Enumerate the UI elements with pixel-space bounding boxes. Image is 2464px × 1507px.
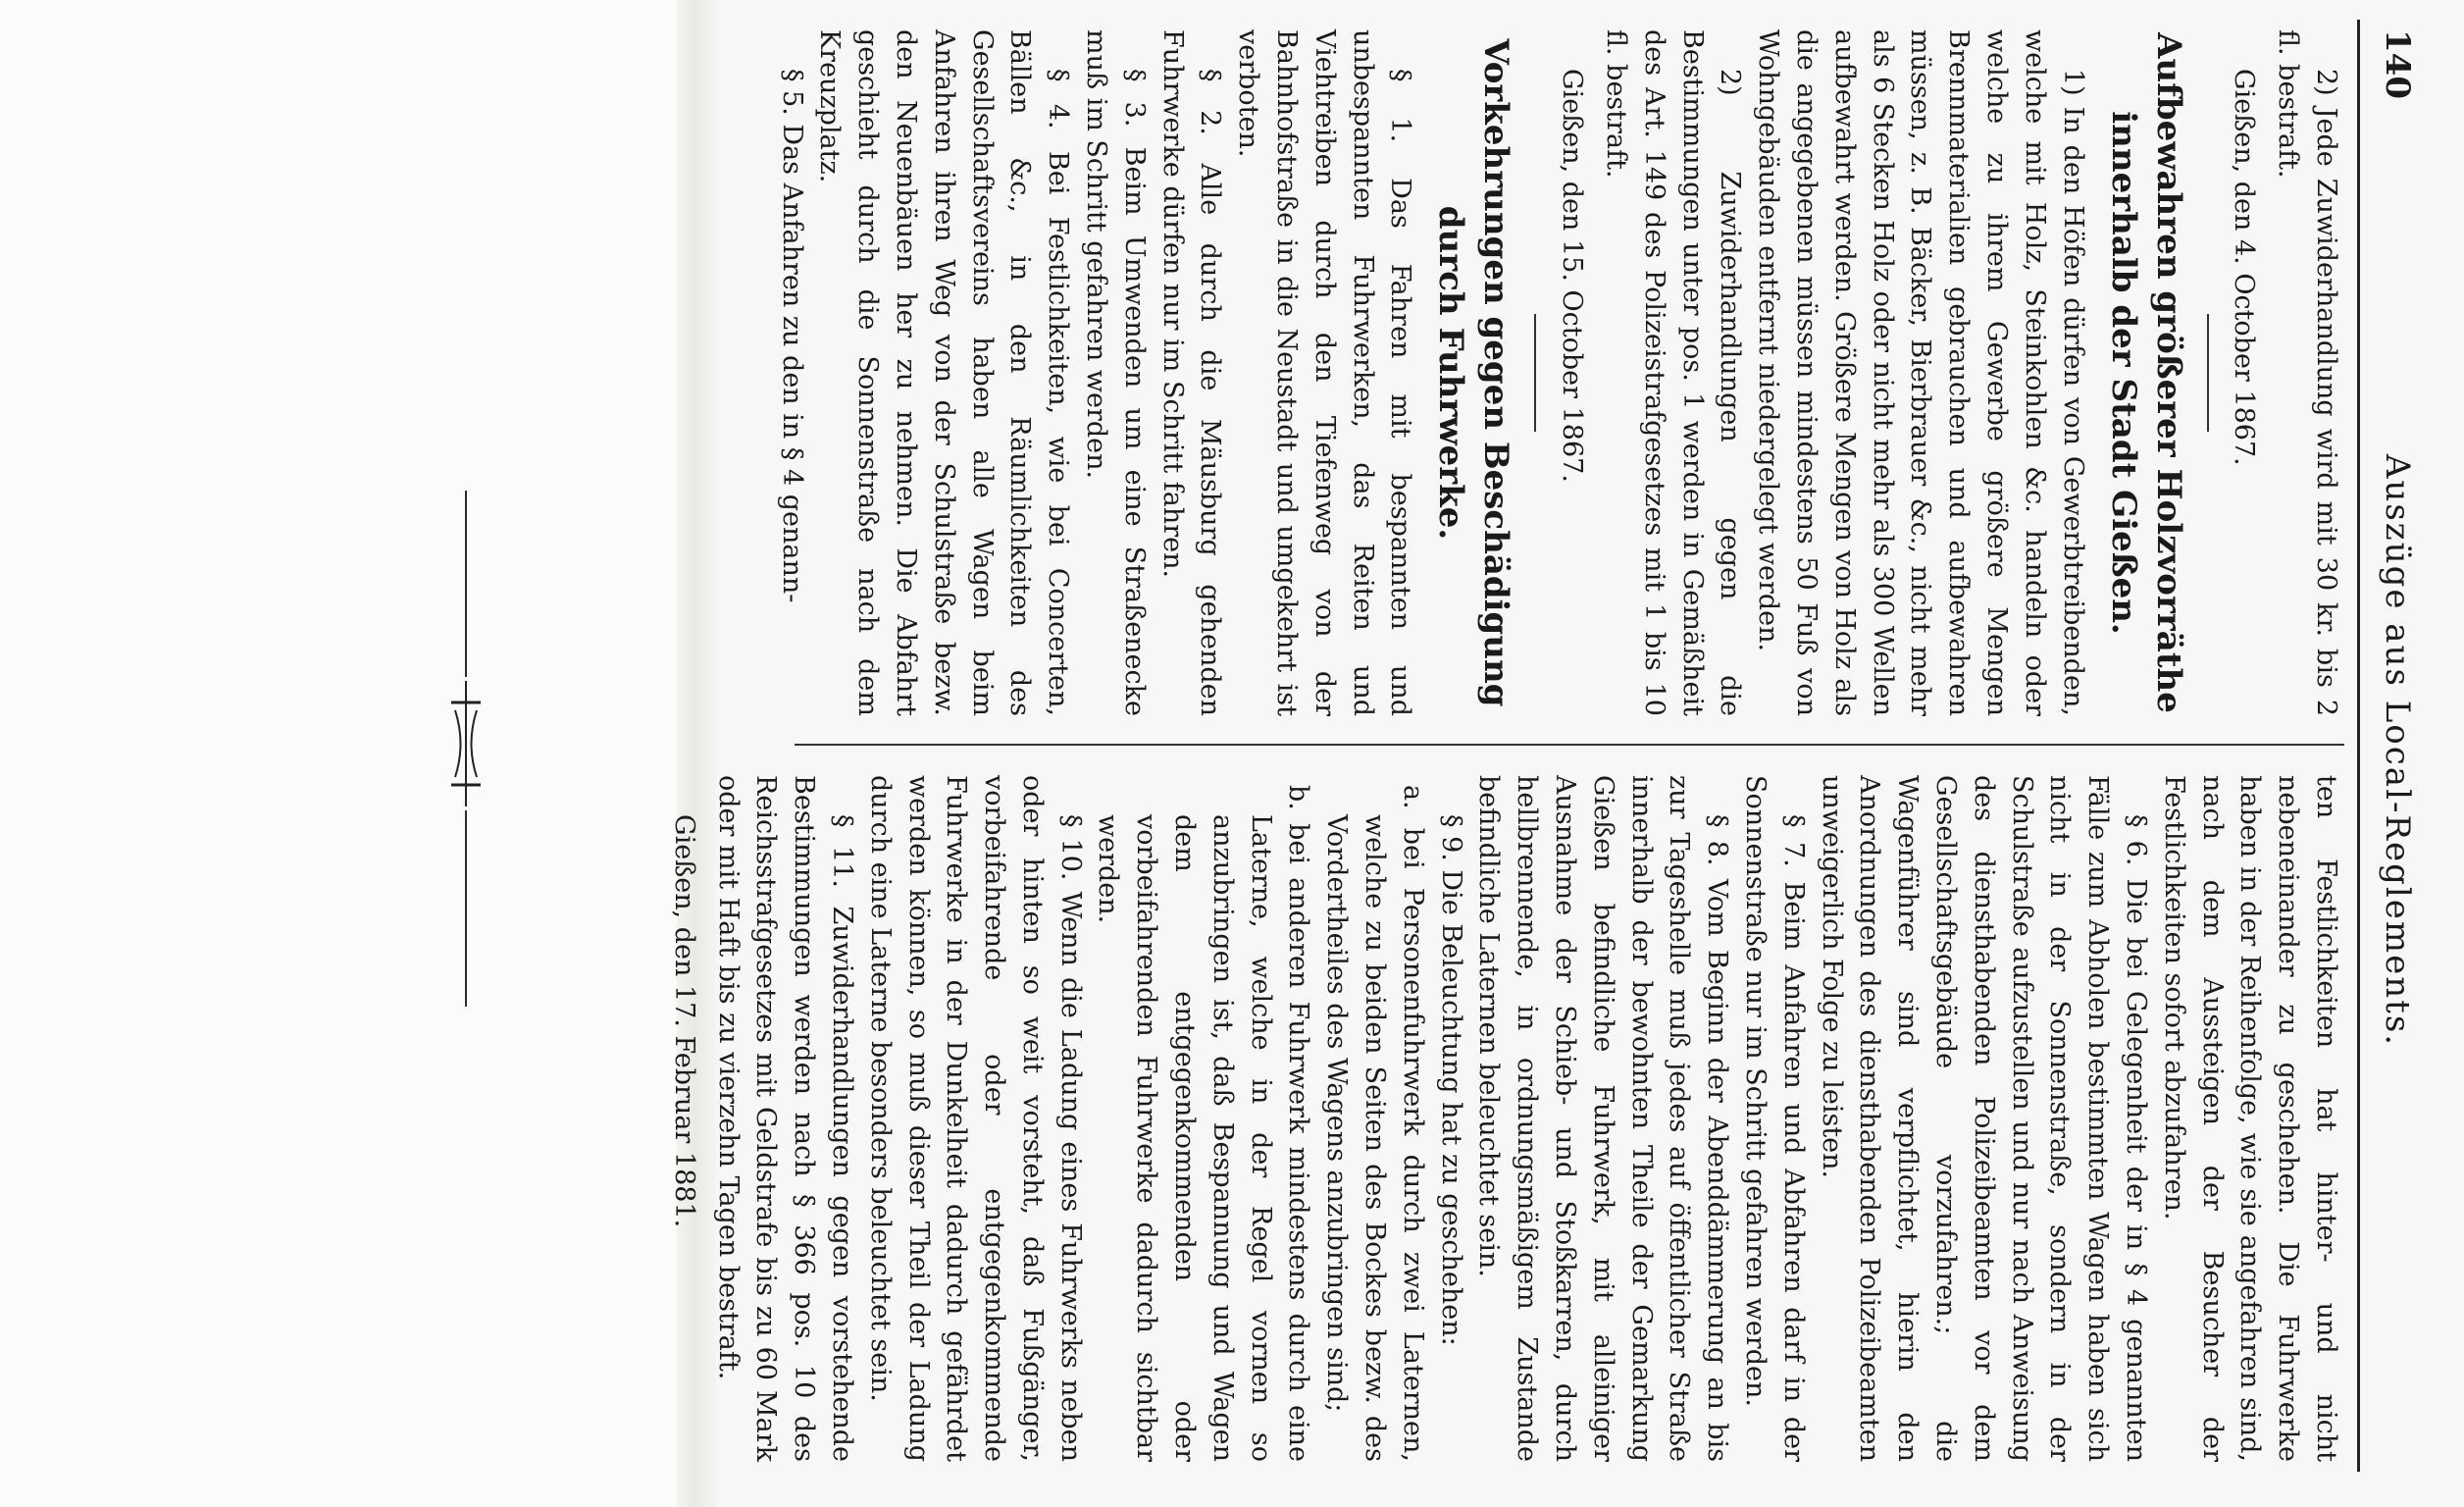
- facing-blank-page: [0, 0, 687, 1507]
- right-column: [664, 775, 2344, 1462]
- intro-signature: Gießen, den 4. October 1867.: [2229, 69, 2260, 466]
- running-header: [2364, 29, 2423, 1472]
- section-signature: Gießen, den 17. Februar 1881.: [668, 814, 699, 1228]
- paragraph: § 5. Das Anfahren zu den in § 4 genann-: [776, 69, 807, 603]
- ornament-icon: [443, 681, 488, 806]
- header-rule: [2357, 20, 2360, 1472]
- paragraph: § 9. Die Beleuchtung hat zu geschehen:: [1435, 814, 1466, 1346]
- list-item: a. bei Personenfuhrwerk durch zwei Laternen, welche zu beiden Seiten des Bockes bezw. des Vordertheiles des Wagens anzubringen sind;: [1321, 785, 1428, 1462]
- paragraph: § 11. Zuwiderhandlungen gegen vorstehende Bestimmungen werden nach § 366 pos. 10 des Reichsstrafgesetzes mit Geldstrafe bis zu 60 Mark oder mit Haft bis zu vierzehn Tagen bestraft.: [712, 775, 857, 1462]
- rotated-text-page: [668, 0, 2442, 1507]
- running-title: Auszüge aus Local-Reglements.: [2378, 453, 2417, 1048]
- section-divider: [1534, 314, 1536, 432]
- section-heading-holzvorraethe: Aufbewahren größerer Holzvorräthe innerhalb der Stadt Gießen.: [2103, 32, 2188, 713]
- left-column: [772, 29, 2344, 716]
- paragraph: § 2. Alle durch die Mäusburg gehenden Fuhrwerke dürfen nur im Schritt fahren.: [1156, 29, 1226, 716]
- intro-penalty: 2) Jede Zuwiderhandlung wird mit 30 kr. bis 2 fl. bestraft.: [2273, 29, 2341, 716]
- list-item: b. bei anderen Fuhrwerk mindestens durch eine Laterne, welche in der Regel vornen so anzubringen ist, daß Bespannung und Wagen dem entgegenkommenden oder vorbeifahrenden Fuhrwerke dadurch sichtbar werden.: [1093, 785, 1314, 1462]
- paragraph: 2) Zuwiderhandlungen gegen die Bestimmungen unter pos. 1 werden in Gemäßheit des Art. 149 des Polizeistrafgesetzes mit 1 bis 10 fl. bestraft.: [1601, 29, 1746, 716]
- decorative-rule-top: [465, 491, 467, 677]
- paragraph: ten Festlichkeiten hat hinter- und nicht nebeneinander zu geschehen. Die Fuhrwerke haben in der Reihenfolge, wie sie angefahren sind, nach dem Aussteigen der Besucher der Festlichkeiten sofort abzufahren.: [2158, 775, 2341, 1462]
- paragraph: § 10. Wenn die Ladung eines Fuhrwerks neben oder hinten so weit vorsteht, daß Fußgänger, vorbeifahrende oder entgegenkommende Fuhrwerke in der Dunkelheit dadurch gefährdet werden können, so muß dieser Theil der Ladung durch eine Laterne besonders beleuchtet sein.: [864, 775, 1086, 1462]
- paragraph: § 3. Beim Umwenden um eine Straßenecke muß im Schritt gefahren werden.: [1081, 29, 1150, 716]
- paragraph: § 4. Bei Festlichkeiten, wie bei Concerten, Bällen &c., in den Räumlichkeiten des Gesellschaftsvereins haben alle Wagen beim Anfahren ihren Weg von der Schulstraße bezw. den Neuenbäuen her zu nehmen. Die Abfahrt geschieht durch die Sonnenstraße nach dem Kreuzplatz.: [814, 29, 1074, 716]
- decorative-rule-bottom: [465, 810, 467, 1007]
- section-heading-fuhrwerke: Vorkehrungen gegen Beschädigung durch Fuhrwerke.: [1431, 38, 1516, 707]
- section-divider: [2207, 314, 2209, 432]
- paragraph: § 7. Beim Anfahren und Abfahren darf in der Sonnenstraße nur im Schritt gefahren werden.: [1740, 775, 1809, 1462]
- paragraph: § 6. Die bei Gelegenheit der in § 4 genannten Fälle zum Abholen bestimmten Wagen haben sich nicht in der Sonnenstraße, sondern in der Schulstraße aufzustellen und nur nach Anweisung des diensthabenden Polizeibeamten vor dem Gesellschaftsgebäude vorzufahren.; die Wagenführer sind verpflichtet, hierin den Anordnungen des diensthabenden Polizeibeamten unweigerlich Folge zu leisten.: [1816, 775, 2152, 1462]
- paragraph: § 8. Vom Beginn der Abenddämmerung an bis zur Tageshelle muß jedes auf öffentlicher Straße innerhalb der bewohnten Theile der Gemarkung Gießen befindliche Fuhrwerk, mit alleiniger Ausnahme der Schieb- und Stoßkarren, durch hellbrennende, in ordnungsmäßigem Zustande befindliche Laternen beleuchtet sein.: [1473, 775, 1733, 1462]
- column-divider: [795, 744, 2344, 746]
- section-signature: Gießen, den 15. October 1867.: [1557, 69, 1588, 483]
- paragraph: 1) In den Höfen dürfen von Gewerbtreibenden, welche mit Holz, Steinkohlen &c. handeln oder welche zu ihrem Gewerbe größere Mengen Brennmaterialien gebrauchen und aufbewahren müssen, z. B. Bäcker, Bierbrauer &c., nicht mehr als 6 Stecken Holz oder nicht mehr als 300 Wellen aufbewahrt werden. Größere Mengen von Holz als die angegebenen müssen mindestens 50 Fuß von Wohngebäuden entfernt niedergelegt werden.: [1753, 29, 2088, 716]
- page-number: 140: [2378, 29, 2417, 99]
- paragraph: § 1. Das Fahren mit bespannten und unbespannten Fuhrwerken, das Reiten und Viehtreiben durch den Tiefenweg von der Bahnhofstraße in die Neustadt und umgekehrt ist verboten.: [1233, 29, 1416, 716]
